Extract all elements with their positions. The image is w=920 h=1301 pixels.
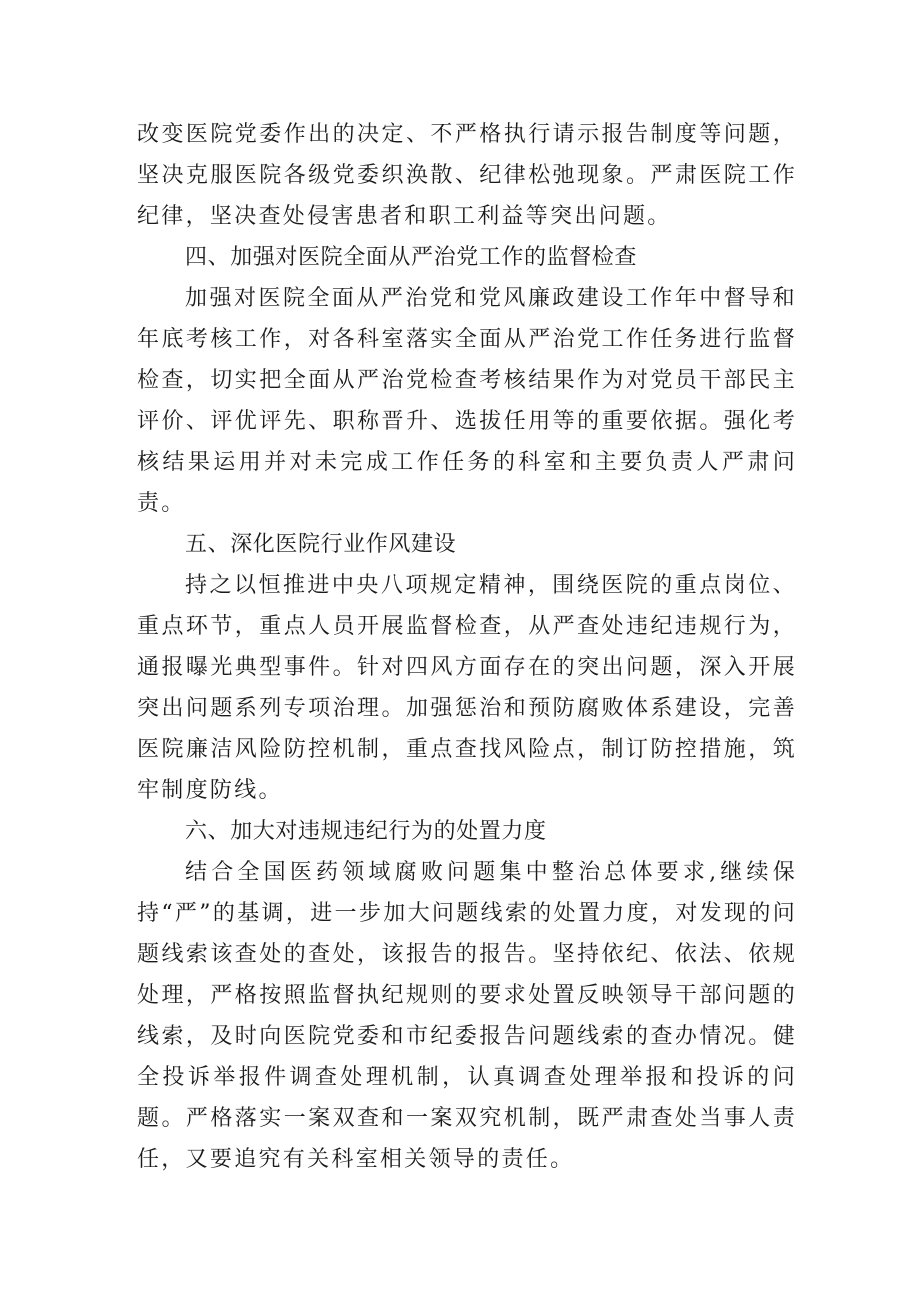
paragraph-supervision: 加强对医院全面从严治党和党风廉政建设工作年中督导和年底考核工作，对各科室落实全面从严治党工作任务进行监督检查，切实把全面从严治党检查考核结果作为对党员干部民主评价、评优评先、职称晋升、选拔任用等的重要依据。强化考核结果运用并对未完成工作任务的科室和主要负责人严肃问责。 <box>137 286 797 516</box>
document-body <box>137 114 797 1180</box>
heading-section-6: 六、加大对违规违纪行为的处置力度 <box>185 819 547 844</box>
heading-section-4: 四、加强对医院全面从严治党工作的监督检查 <box>185 245 638 270</box>
paragraph-violations: 结合全国医药领域腐败问题集中整治总体要求,继续保持“严”的基调，进一步加大问题线索的处置力度，对发现的问题线索该查处的查处，该报告的报告。坚持依纪、依法、依规处理，严格按照监督执纪规则的要求处置反映领导干部问题的线索，及时向医院党委和市纪委报告问题线索的查办情况。健全投诉举报件调查处理机制，认真调查处理举报和投诉的问题。严格落实一案双查和一案双究机制，既严肃查处当事人责任，又要追究有关科室相关领导的责任。 <box>137 860 797 1172</box>
heading-section-5: 五、深化医院行业作风建设 <box>185 532 457 557</box>
paragraph-work-style: 持之以恒推进中央八项规定精神，围绕医院的重点岗位、重点环节，重点人员开展监督检查，从严查处违纪违规行为，通报曝光典型事件。针对四风方面存在的突出问题，深入开展突出问题系列专项治理。加强惩治和预防腐败体系建设，完善医院廉洁风险防控机制，重点查找风险点，制订防控措施，筑牢制度防线。 <box>137 573 797 803</box>
paragraph-discipline: 改变医院党委作出的决定、不严格执行请示报告制度等问题，坚决克服医院各级党委织涣散、纪律松弛现象。严肃医院工作纪律，坚决查处侵害患者和职工利益等突出问题。 <box>137 122 797 229</box>
